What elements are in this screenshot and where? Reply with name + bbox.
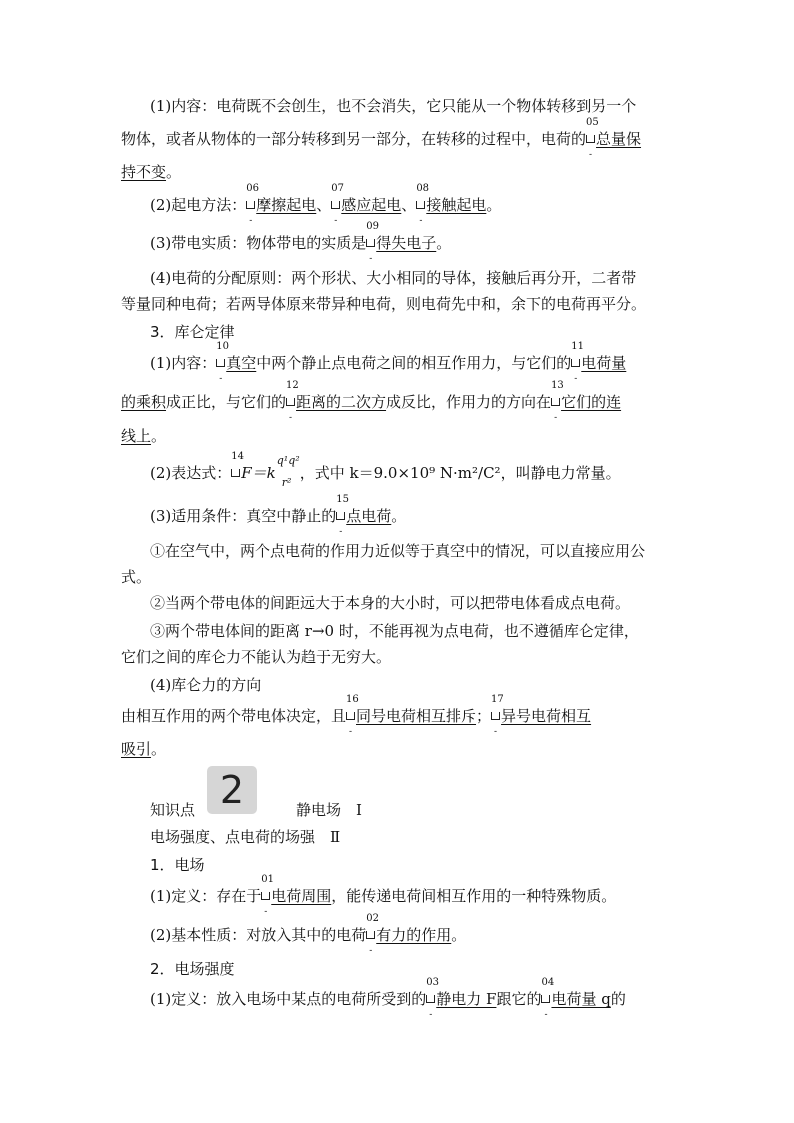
dash-mark: - bbox=[589, 150, 593, 160]
text: 电场强度、点电荷的场强 Ⅱ bbox=[150, 828, 341, 846]
blank-17-cont bbox=[121, 739, 151, 759]
text: (2)表达式： bbox=[150, 464, 232, 482]
blank-number: 16 bbox=[346, 694, 359, 705]
blank-box-icon bbox=[346, 712, 355, 720]
paragraph-line bbox=[150, 913, 467, 956]
blank-box-icon bbox=[426, 995, 435, 1003]
dash-mark: - bbox=[494, 727, 498, 737]
blank-answer: 的乘积 bbox=[121, 393, 167, 411]
blank-14 bbox=[231, 451, 244, 483]
formula-lhs: F＝k bbox=[241, 464, 276, 482]
paragraph-line bbox=[121, 162, 181, 182]
knowledge-point-number-badge bbox=[207, 766, 257, 814]
blank-number: 14 bbox=[231, 451, 244, 462]
formula-denominator: r² bbox=[281, 476, 292, 489]
text: ； bbox=[476, 707, 492, 725]
blank-box-icon bbox=[491, 712, 500, 720]
blank-answer: 电荷周围 bbox=[271, 887, 332, 905]
blank-box-icon bbox=[366, 931, 375, 939]
text: 静电场 Ⅰ bbox=[296, 801, 362, 819]
badge-number: 2 bbox=[219, 768, 245, 812]
dash-mark: - bbox=[339, 527, 343, 537]
text: 中两个静止点电荷之间的相互作用力，与它们的 bbox=[256, 354, 572, 372]
blank-answer: 点电荷 bbox=[346, 507, 392, 525]
blank-answer: 同号电荷相互排斥 bbox=[356, 707, 477, 725]
knowledge-point-label bbox=[150, 800, 195, 820]
blank-number: 12 bbox=[286, 380, 299, 391]
blank-number: 13 bbox=[551, 380, 564, 391]
text: 成反比，作用力的方向在 bbox=[386, 393, 552, 411]
blank-answer: 得失电子 bbox=[376, 234, 437, 252]
blank-box-icon bbox=[416, 201, 425, 209]
blank-02 bbox=[366, 913, 452, 956]
blank-answer: 持不变 bbox=[121, 163, 167, 181]
dash-mark: - bbox=[369, 254, 373, 264]
text: (3)适用条件：真空中静止的 bbox=[150, 507, 337, 525]
paragraph-line bbox=[121, 294, 646, 314]
text: (2)基本性质：对放入其中的电荷 bbox=[150, 926, 367, 944]
paragraph-line bbox=[121, 647, 391, 667]
blank-13-cont bbox=[121, 426, 151, 446]
blank-box-icon bbox=[231, 469, 240, 477]
paragraph-line bbox=[150, 977, 626, 1020]
blank-number: 09 bbox=[366, 221, 379, 232]
heading-text: 2．电场强度 bbox=[150, 960, 235, 978]
dash-mark: - bbox=[219, 374, 223, 384]
blank-13 bbox=[551, 380, 622, 423]
text: ②当两个带电体的间距远大于本身的大小时，可以把带电体看成点电荷。 bbox=[150, 594, 631, 612]
blank-number: 02 bbox=[366, 913, 379, 924]
text: 等量同种电荷；若两导体原来带异种电荷，则电荷先中和，余下的电荷再平分。 bbox=[121, 295, 647, 313]
text: 。 bbox=[486, 196, 502, 214]
blank-box-icon bbox=[246, 201, 255, 209]
blank-11-cont bbox=[121, 392, 166, 412]
text: 、 bbox=[401, 196, 417, 214]
paragraph-line bbox=[121, 694, 592, 737]
blank-box-icon bbox=[336, 512, 345, 520]
blank-03 bbox=[426, 977, 497, 1020]
dash-mark: - bbox=[349, 727, 353, 737]
blank-answer: 异号电荷相互 bbox=[501, 707, 592, 725]
blank-number: 15 bbox=[336, 494, 349, 505]
paragraph-line bbox=[121, 117, 642, 160]
text: 由相互作用的两个带电体决定，且 bbox=[121, 707, 347, 725]
blank-number: 10 bbox=[216, 341, 229, 352]
blank-box-icon bbox=[366, 239, 375, 247]
heading-text: 3．库仑定律 bbox=[150, 323, 235, 341]
blank-number: 11 bbox=[571, 341, 585, 352]
blank-number: 01 bbox=[261, 874, 274, 885]
dash-mark: - bbox=[249, 216, 253, 226]
dash-mark: - bbox=[369, 946, 373, 956]
section-heading bbox=[150, 855, 205, 875]
blank-05 bbox=[586, 117, 642, 160]
blank-answer: 静电力 F bbox=[436, 990, 497, 1008]
dash-mark: - bbox=[289, 413, 293, 423]
paragraph-line bbox=[150, 621, 639, 641]
blank-number: 05 bbox=[586, 117, 599, 128]
blank-answer: 接触起电 bbox=[426, 196, 487, 214]
text: 。 bbox=[151, 740, 167, 758]
blank-answer: 总量保 bbox=[596, 130, 642, 148]
blank-06 bbox=[246, 183, 317, 226]
formula-fraction bbox=[276, 454, 300, 489]
dash-mark: - bbox=[554, 413, 558, 423]
text: 式。 bbox=[121, 568, 152, 586]
text: (3)带电实质：物体带电的实质是 bbox=[150, 234, 367, 252]
blank-number: 17 bbox=[491, 694, 504, 705]
paragraph-line bbox=[150, 593, 630, 613]
blank-08 bbox=[416, 183, 487, 226]
blank-box-icon bbox=[261, 892, 270, 900]
blank-number: 03 bbox=[426, 977, 439, 988]
dash-mark: - bbox=[334, 216, 338, 226]
blank-answer: 它们的连 bbox=[561, 393, 622, 411]
blank-answer: 距离的二次方 bbox=[296, 393, 387, 411]
blank-box-icon bbox=[286, 398, 295, 406]
blank-box-icon bbox=[541, 995, 550, 1003]
paragraph-line bbox=[150, 221, 452, 264]
blank-12 bbox=[286, 380, 387, 423]
text: 的 bbox=[610, 990, 626, 1008]
knowledge-point-title bbox=[296, 800, 362, 820]
text: 成正比，与它们的 bbox=[166, 393, 287, 411]
blank-07 bbox=[331, 183, 402, 226]
blank-box-icon bbox=[586, 135, 595, 143]
text: 、 bbox=[316, 196, 332, 214]
blank-answer: 有力的作用 bbox=[376, 926, 452, 944]
text: ③两个带电体间的距离 r→0 时，不能再视为点电荷，也不遵循库仑定律， bbox=[150, 622, 639, 640]
dash-mark: - bbox=[264, 907, 268, 917]
blank-answer: 电荷量 q bbox=[551, 990, 611, 1008]
dash-mark: - bbox=[419, 216, 423, 226]
text: (1)内容：电荷既不会创生，也不会消失，它只能从一个物体转移到另一个 bbox=[150, 97, 637, 115]
blank-number: 07 bbox=[331, 183, 345, 194]
blank-01 bbox=[261, 874, 332, 917]
knowledge-point-subtitle bbox=[150, 827, 340, 847]
text: (4)电荷的分配原则：两个形状、大小相同的导体，接触后再分开，二者带 bbox=[150, 269, 637, 287]
text: (1)定义：放入电场中某点的电荷所受到的 bbox=[150, 990, 427, 1008]
blank-04 bbox=[541, 977, 611, 1020]
text: (4)库仑力的方向 bbox=[150, 676, 262, 694]
heading-text: 1．电场 bbox=[150, 856, 205, 874]
blank-answer: 感应起电 bbox=[341, 196, 402, 214]
paragraph-line bbox=[121, 739, 166, 759]
section-heading bbox=[150, 959, 235, 979]
paragraph-line bbox=[121, 380, 622, 423]
blank-17 bbox=[491, 694, 592, 737]
blank-answer: 吸引 bbox=[121, 740, 152, 758]
blank-box-icon bbox=[571, 359, 580, 367]
blank-11 bbox=[571, 341, 627, 384]
text: ①在空气中，两个点电荷的作用力近似等于真空中的情况，可以直接应用公 bbox=[150, 542, 646, 560]
paragraph-line bbox=[150, 874, 617, 917]
dash-mark: - bbox=[574, 374, 578, 384]
paragraph-line bbox=[150, 451, 621, 489]
blank-box-icon bbox=[331, 201, 340, 209]
text: 。 bbox=[151, 427, 167, 445]
blank-number: 08 bbox=[416, 183, 430, 194]
blank-answer: 真空 bbox=[226, 354, 257, 372]
text: 。 bbox=[166, 163, 182, 181]
blank-09 bbox=[366, 221, 437, 264]
text: 知识点 bbox=[150, 801, 196, 819]
blank-number: 06 bbox=[246, 183, 259, 194]
paragraph-line bbox=[121, 567, 151, 587]
text: 。 bbox=[391, 507, 407, 525]
text: 跟它的 bbox=[496, 990, 542, 1008]
blank-answer: 摩擦起电 bbox=[256, 196, 317, 214]
blank-number: 04 bbox=[541, 977, 555, 988]
text: 物体，或者从物体的一部分转移到另一部分，在转移的过程中，电荷的 bbox=[121, 130, 587, 148]
text: (1)内容： bbox=[150, 354, 217, 372]
blank-16 bbox=[346, 694, 477, 737]
blank-answer: 线上 bbox=[121, 427, 152, 445]
text: 。 bbox=[451, 926, 467, 944]
paragraph-line bbox=[150, 268, 636, 288]
text: 它们之间的库仑力不能认为趋于无穷大。 bbox=[121, 648, 392, 666]
blank-box-icon bbox=[551, 398, 560, 406]
text: ，能传递电荷间相互作用的一种特殊物质。 bbox=[331, 887, 617, 905]
paragraph-line bbox=[150, 541, 645, 561]
dash-mark: - bbox=[544, 1010, 548, 1020]
text: (2)起电方法： bbox=[150, 196, 247, 214]
paragraph-line bbox=[150, 96, 636, 116]
text: ，式中 k＝9.0×10⁹ N·m²/C²，叫静电力常量。 bbox=[299, 464, 621, 482]
paragraph-line bbox=[121, 426, 166, 446]
paragraph-line bbox=[150, 183, 502, 226]
section-heading bbox=[150, 322, 235, 342]
blank-10 bbox=[216, 341, 257, 384]
paragraph-line bbox=[150, 341, 627, 384]
blank-box-icon bbox=[216, 359, 225, 367]
dash-mark: - bbox=[429, 1010, 433, 1020]
blank-15 bbox=[336, 494, 392, 537]
paragraph-line bbox=[150, 494, 407, 537]
blank-05-cont bbox=[121, 162, 166, 182]
blank-answer: 电荷量 bbox=[581, 354, 627, 372]
paragraph-line bbox=[150, 675, 261, 695]
text: 。 bbox=[436, 234, 452, 252]
text: (1)定义：存在于 bbox=[150, 887, 262, 905]
formula-numerator: q¹q² bbox=[276, 454, 300, 467]
